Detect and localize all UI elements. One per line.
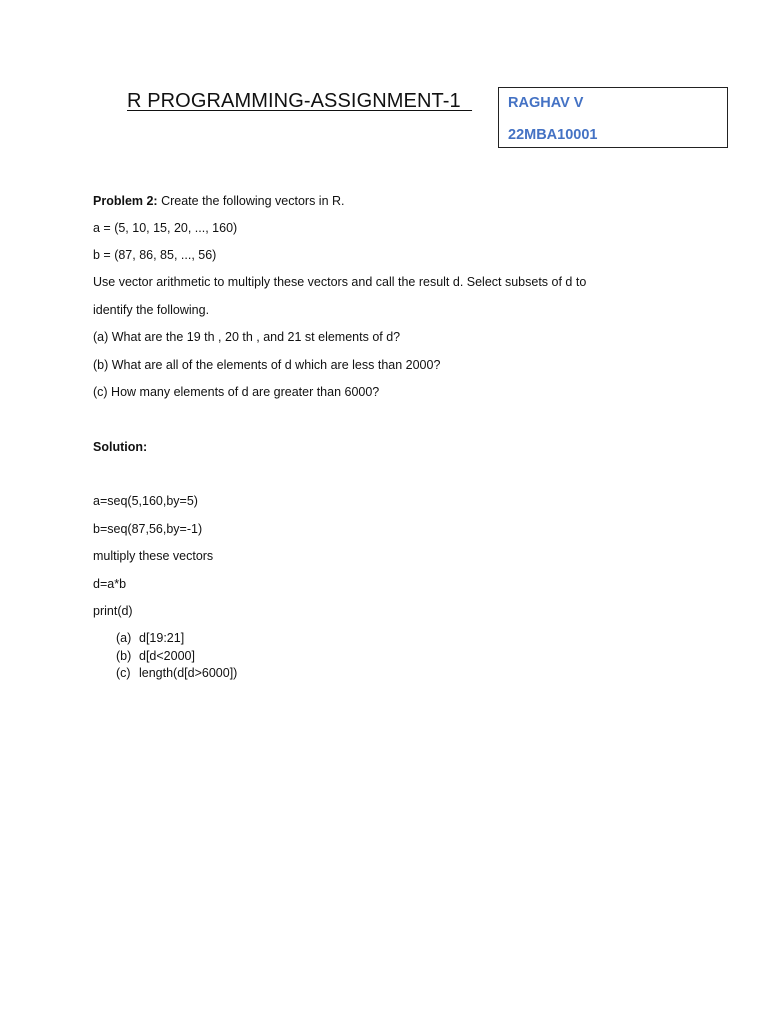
student-info-box (498, 87, 728, 148)
question-a: (a) What are the 19 th , 20 th , and 21 st elements of d? (93, 330, 401, 344)
answer-list (116, 630, 237, 683)
solution-note: multiply these vectors (93, 549, 214, 563)
code-line-seq-b: b=seq(87,56,by=-1) (93, 522, 203, 536)
vector-a-definition: a = (5, 10, 15, 20, ..., 160) (93, 221, 238, 235)
list-item (116, 665, 237, 683)
question-c: (c) How many elements of d are greater than 6000? (93, 385, 380, 399)
problem-statement (93, 193, 345, 209)
answer-code-a: d[19:21] (139, 631, 185, 645)
solution-label: Solution: (93, 440, 148, 454)
list-marker: (b) (116, 648, 132, 663)
student-name: RAGHAV V (508, 95, 584, 111)
problem-instruction-line-1: Use vector arithmetic to multiply these vectors and call the result d. Select subsets of d to (93, 275, 587, 289)
student-roll-number: 22MBA10001 (508, 127, 598, 143)
answer-code-b: d[d<2000] (139, 648, 195, 663)
problem-intro: Create the following vectors in R. (157, 194, 345, 208)
code-line-multiply: d=a*b (93, 577, 127, 591)
question-b: (b) What are all of the elements of d which are less than 2000? (93, 358, 441, 372)
answer-code-c: length(d[d>6000]) (139, 666, 238, 680)
code-line-print: print(d) (93, 604, 133, 618)
problem-label: Problem 2: (93, 194, 158, 208)
document-title: R PROGRAMMING-ASSIGNMENT-1 (127, 90, 473, 112)
code-line-seq-a: a=seq(5,160,by=5) (93, 494, 198, 508)
list-marker: (a) (116, 631, 132, 645)
problem-instruction-line-2: identify the following. (93, 303, 210, 317)
list-item (116, 648, 237, 666)
list-item (116, 630, 237, 648)
list-marker: (c) (116, 666, 131, 680)
vector-b-definition: b = (87, 86, 85, ..., 56) (93, 248, 217, 262)
